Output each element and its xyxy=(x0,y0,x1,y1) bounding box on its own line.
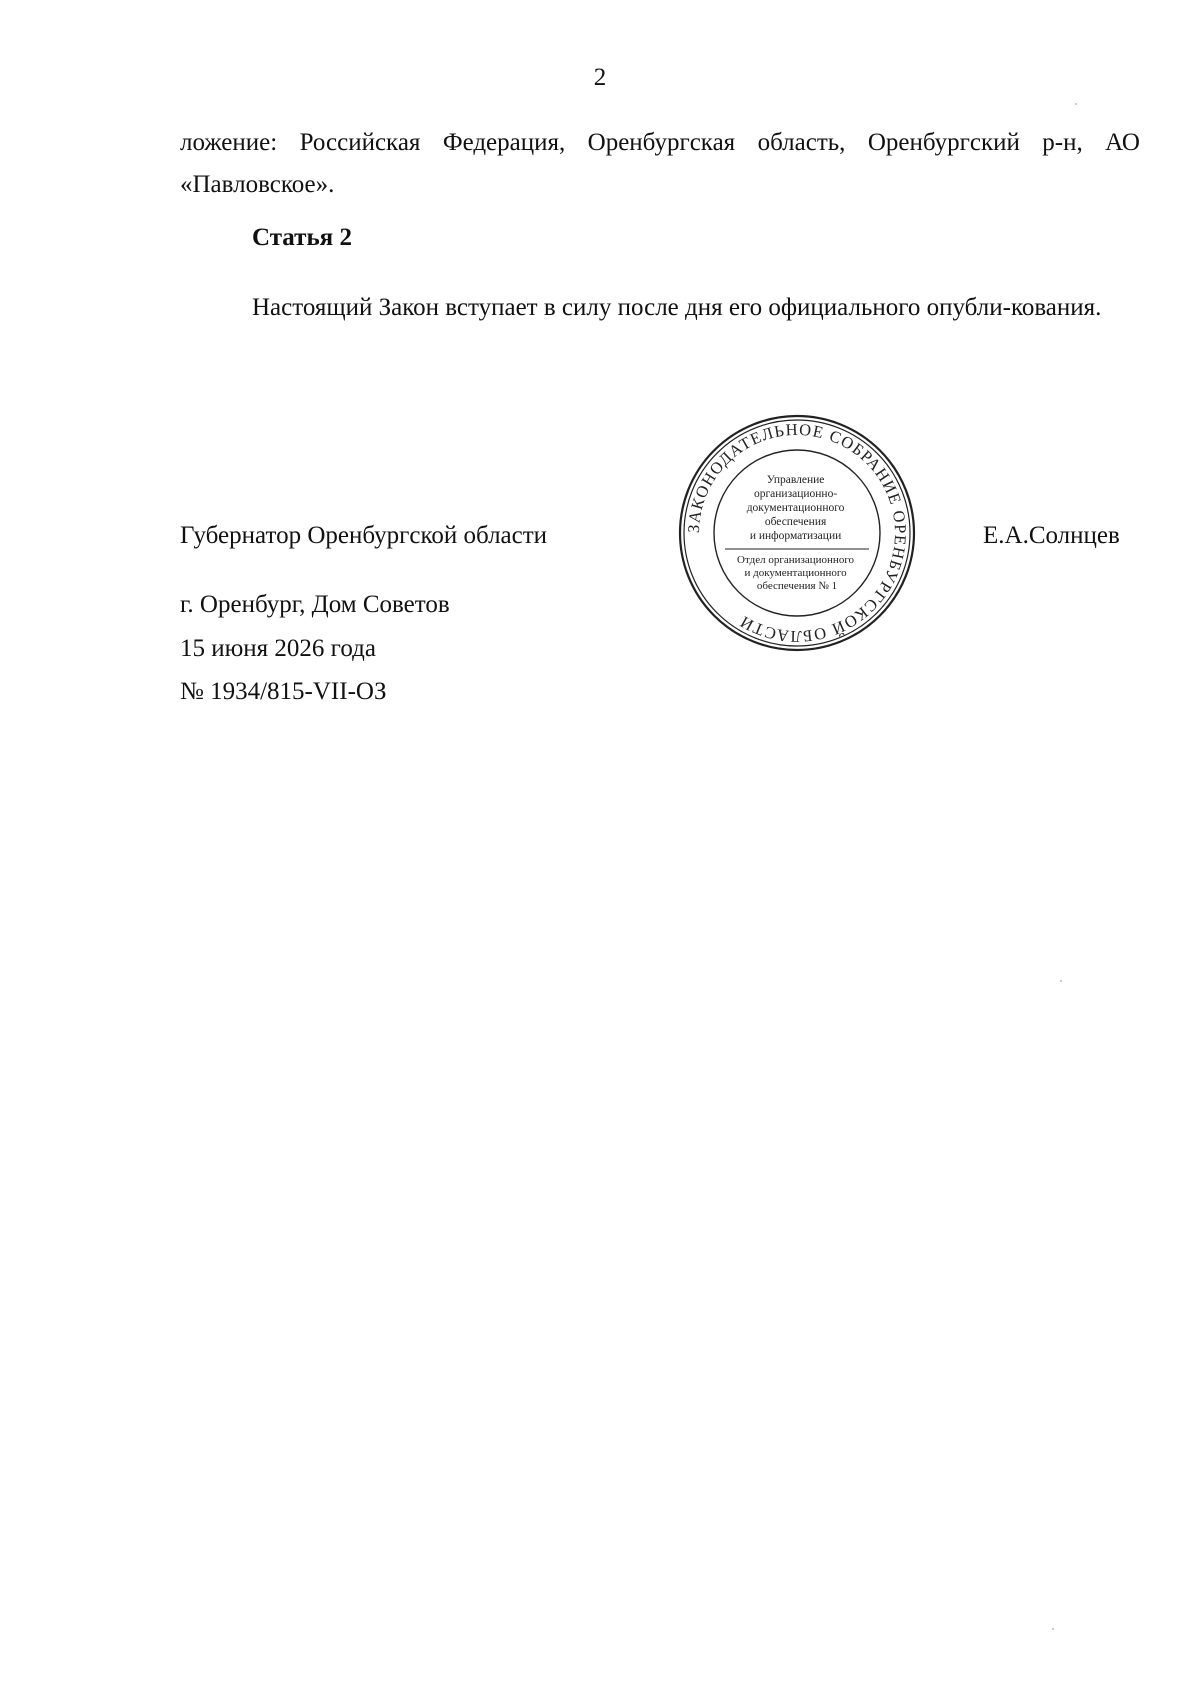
scan-speck xyxy=(1060,980,1062,982)
scan-speck xyxy=(1075,103,1077,105)
paragraph-continuation: ложение: Российская Федерация, Оренбургская область, Оренбургский р-н, АО «Павловское». xyxy=(180,129,1140,198)
seal-outer-text: ЗАКОНОДАТЕЛЬНОЕ СОБРАНИЕ ОРЕНБУРГСКОЙ ОБЛАСТИ xyxy=(683,419,911,647)
seal-line-1: Управление xyxy=(766,474,825,486)
signing-place: г. Оренбург, Дом Советов xyxy=(180,591,450,618)
signatory-position: Губернатор Оренбургской области xyxy=(180,522,548,549)
document-number: № 1934/815-VII-ОЗ xyxy=(180,678,387,705)
scan-speck xyxy=(1052,1628,1054,1630)
seal-line-7: и документационного xyxy=(744,567,847,579)
page-number: 2 xyxy=(593,64,607,91)
seal-line-3: документационного xyxy=(746,502,845,514)
article-title: Статья 2 xyxy=(252,224,352,251)
svg-text:Управление организацио xyxy=(737,474,857,592)
seal-line-4: обеспечения xyxy=(764,516,827,528)
seal-line-8: обеспечения № 1 xyxy=(756,580,838,592)
seal-line-6: Отдел организационного xyxy=(737,554,855,566)
official-seal xyxy=(677,413,917,653)
signing-date: 15 июня 2026 года xyxy=(180,635,376,662)
article-text: Настоящий Закон вступает в силу после дня его официального опубли-кования. xyxy=(252,294,1102,321)
seal-line-2: организационно- xyxy=(753,488,838,500)
seal-line-5: и информатизации xyxy=(749,530,842,542)
signatory-name: Е.А.Солнцев xyxy=(983,522,1120,549)
